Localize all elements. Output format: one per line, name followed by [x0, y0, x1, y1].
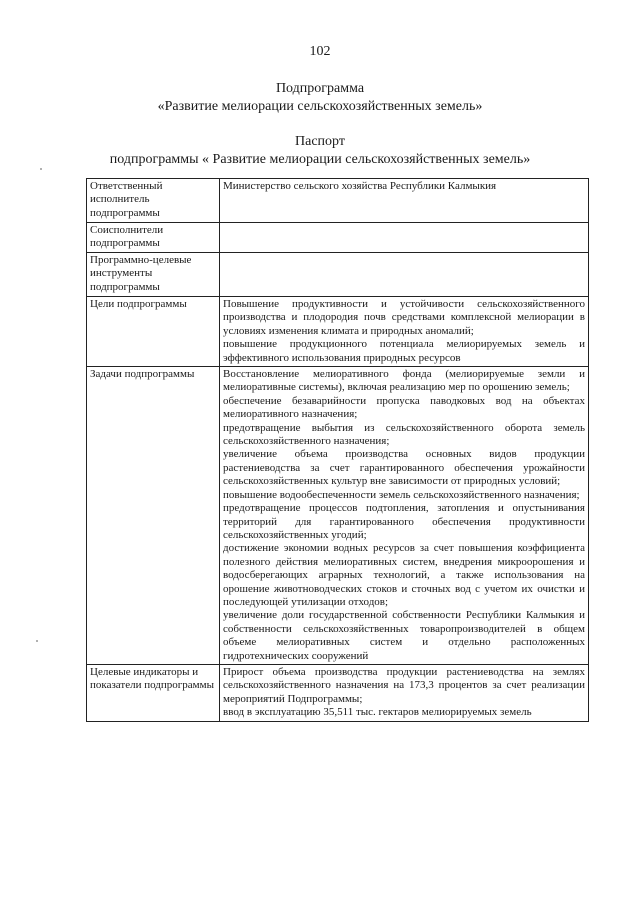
row-label-co-executors: Соисполнители подпрограммы [87, 223, 220, 253]
content-line: увеличение доли государственной собственности Республики Калмыкия и собственности сельскохозяйственных товаропроизводителей в общем объеме мелиоративных систем и отдельно расположенных гидротехнических сооружений [223, 609, 585, 662]
content-line: ввод в эксплуатацию 35,511 тыс. гектаров мелиорируемых земель [223, 706, 532, 719]
table-row [87, 297, 589, 367]
passport-table [86, 178, 589, 722]
subprogram-name: «Развитие мелиорации сельскохозяйственных земель» [157, 99, 483, 114]
content-line: повышение водообеспеченности земель сельскохозяйственного назначения; [223, 488, 580, 501]
content-line: обеспечение безаварийности пропуска паводковых вод на объектах мелиоративного назначения; [223, 394, 585, 421]
page-number: 102 [309, 44, 331, 59]
row-content-goals [220, 297, 589, 367]
content-line: Повышение продуктивности и устойчивости сельскохозяйственного производства и плодородия почв средствами комплексной мелиорации в условиях изменения климата и природных аномалий; [223, 298, 585, 337]
passport-title: Паспорт [295, 134, 345, 149]
row-content-target-indicators [220, 664, 589, 721]
row-label-responsible-executor: Ответственный исполнитель подпрограммы [87, 179, 220, 223]
subprogram-title: Подпрограмма [275, 81, 365, 96]
table-row [87, 367, 589, 665]
row-label-program-instruments: Программно-целевые инструменты подпрограммы [87, 253, 220, 297]
row-content-co-executors [220, 223, 589, 253]
content-line: Прирост объема производства продукции растениеводства на землях сельскохозяйственного назначения на 173,3 процентов за счет реализации мероприятий Подпрограммы; [223, 665, 585, 705]
content-line: предотвращение выбытия из сельскохозяйственного оборота земель сельскохозяйственного назначения; [223, 421, 585, 448]
content-line: Восстановление мелиоративного фонда (мелиорируемые земли и мелиоративные системы), включая реализацию мер по орошению земель; [223, 368, 585, 394]
content-line: повышение продукционного потенциала мелиорируемых земель и эффективного использования природных ресурсов [223, 338, 585, 364]
row-label-goals: Цели подпрограммы [87, 297, 220, 367]
content-line: увеличение объема производства основных видов продукции растениеводства за счет гарантированного обеспечения урожайности сельскохозяйственных культур вне зависимости от природных условий; [223, 448, 585, 488]
table-row [87, 223, 589, 253]
scan-speck [40, 168, 42, 170]
row-label-target-indicators: Целевые индикаторы и показатели подпрограммы [87, 664, 220, 721]
row-content-program-instruments [220, 253, 589, 297]
table-row [87, 253, 589, 297]
row-content-responsible-executor [220, 179, 589, 223]
row-label-tasks: Задачи подпрограммы [87, 367, 220, 665]
passport-subtitle: подпрограммы « Развитие мелиорации сельскохозяйственных земель» [109, 152, 531, 167]
scan-speck [36, 640, 38, 642]
table-row [87, 664, 589, 721]
content-line: предотвращение процессов подтопления, затопления и опустынивания территорий для гарантированного обеспечения продуктивности сельскохозяйственных угодий; [223, 502, 585, 541]
content-line: достижение экономии водных ресурсов за счет повышения коэффициента полезного действия мелиоративных систем, внедрения микроорошения и водосберегающих аграрных технологий, а также использования на орошение животноводческих стоков и сточных вод с учетом их очистки и последующей утилизации отходов; [223, 542, 585, 608]
table-row [87, 179, 589, 223]
content-line: Министерство сельского хозяйства Республики Калмыкия [223, 180, 497, 192]
row-content-tasks [220, 367, 589, 665]
